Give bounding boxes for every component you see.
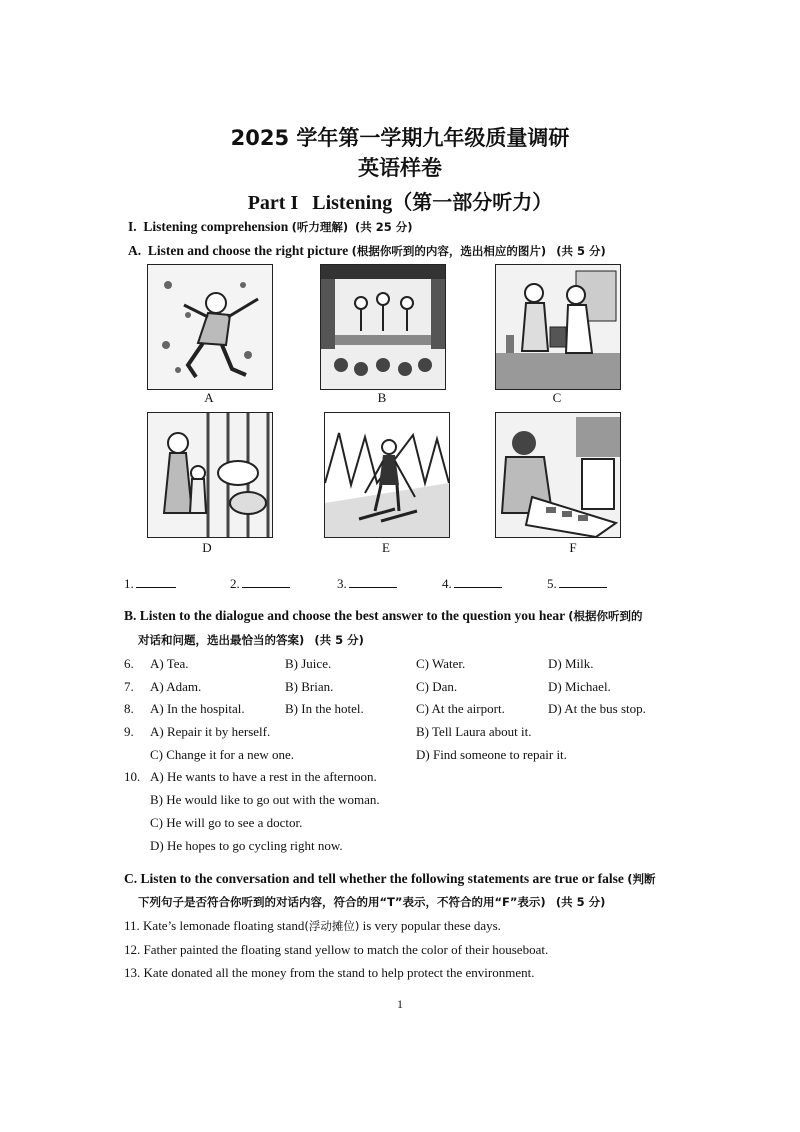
section-B-cn2: 对话和问题，选出最恰当的答案) [138, 633, 305, 647]
section-B-points: (共 5 分) [314, 633, 364, 647]
section-C-label: C. [124, 871, 138, 886]
section-B-text: Listen to the dialogue and choose the best answer to the question you hear [139, 608, 565, 623]
question-number: 10. [124, 769, 141, 784]
section-C-cn2: 下列句子是否符合你听到的对话内容，符合的用“T”表示，不符合的用“F”表示) [138, 895, 546, 909]
statement-cn-gloss: (浮动摊位) [304, 919, 360, 933]
section-C-heading-line2 [138, 894, 605, 910]
blank-number: 4. [442, 576, 452, 591]
section-A-label: A. [128, 243, 142, 258]
section-I-label: I. [128, 219, 137, 234]
statement-text: Kate donated all the money from the stand to help protect the environment. [143, 965, 535, 980]
section-B-label: B. [124, 608, 137, 623]
drawing-comics-picture [495, 412, 621, 538]
picture-label-E: E [382, 540, 390, 555]
part-name: Listening（第一部分听力） [312, 192, 553, 214]
option-d[interactable]: D) Michael. [548, 679, 611, 694]
exam-subtitle: 英语样卷 [358, 156, 442, 180]
section-A-heading [128, 243, 606, 259]
option-c[interactable]: C) Change it for a new one. [150, 747, 295, 762]
farm-cows-picture [147, 412, 273, 538]
section-I-heading [128, 219, 412, 235]
section-C-text: Listen to the conversation and tell whether the following statements are true or false [140, 871, 624, 886]
option-a[interactable]: A) Adam. [150, 679, 202, 694]
picture-label-B: B [377, 390, 387, 405]
option-c[interactable]: C) Water. [416, 656, 466, 671]
picture-label-A: A [204, 390, 214, 405]
picture-label-C: C [552, 390, 562, 405]
blank-number: 1. [124, 576, 134, 591]
section-C-heading [124, 871, 655, 887]
option-b[interactable]: B) He would like to go out with the woman. [150, 792, 380, 807]
section-I-text: Listening comprehension [143, 219, 289, 234]
option-c[interactable]: C) Dan. [416, 679, 458, 694]
option-c[interactable]: C) He will go to see a doctor. [150, 815, 303, 830]
option-a[interactable]: A) He wants to have a rest in the afternoon. [150, 769, 377, 784]
section-B-cn1: (根据你听到的 [568, 609, 643, 623]
section-A-text: Listen and choose the right picture [147, 243, 349, 258]
question-number: 6. [124, 656, 134, 671]
statement-11 [124, 918, 501, 934]
picture-label-F: F [569, 540, 577, 555]
section-B-heading [124, 608, 643, 624]
question-number: 7. [124, 679, 134, 694]
option-c[interactable]: C) At the airport. [416, 701, 505, 716]
section-C-cn1: (判断 [627, 872, 656, 886]
option-b[interactable]: B) Tell Laura about it. [416, 724, 532, 739]
statement-number: 12. [124, 942, 141, 957]
option-d[interactable]: D) At the bus stop. [548, 701, 646, 716]
statement-13 [124, 965, 534, 981]
blank-number: 3. [337, 576, 347, 591]
blank-number: 2. [230, 576, 240, 591]
statement-text: Father painted the floating stand yellow to match the color of their houseboat. [143, 942, 549, 957]
section-I-points: (共 25 分) [354, 220, 413, 234]
section-I-cn: (听力理解) [291, 220, 349, 234]
answer-blank-4[interactable] [442, 575, 502, 592]
rock-climbing-picture [147, 264, 273, 390]
science-lab-robot-picture [495, 264, 621, 390]
page-number: 1 [397, 997, 403, 1011]
section-A-points: (共 5 分) [556, 244, 606, 258]
question-number: 8. [124, 701, 134, 716]
option-d[interactable]: D) Milk. [548, 656, 594, 671]
statement-text: Kate’s lemonade floating stand [143, 918, 305, 933]
answer-blank-2[interactable] [230, 575, 290, 592]
exam-title: 2025 学年第一学期九年级质量调研 [230, 126, 570, 150]
option-a[interactable]: A) Tea. [150, 656, 189, 671]
section-A-cn: (根据你听到的内容，选出相应的图片) [351, 244, 547, 258]
answer-blank-5[interactable] [547, 575, 607, 592]
part-label: Part I [247, 192, 299, 214]
option-b[interactable]: B) Brian. [285, 679, 334, 694]
skiing-picture [324, 412, 450, 538]
stage-performance-picture [320, 264, 446, 390]
statement-12 [124, 942, 548, 958]
option-b[interactable]: B) Juice. [285, 656, 332, 671]
answer-blank-1[interactable] [124, 575, 176, 592]
statement-number: 11. [124, 918, 140, 933]
option-b[interactable]: B) In the hotel. [285, 701, 364, 716]
option-d[interactable]: D) Find someone to repair it. [416, 747, 567, 762]
statement-number: 13. [124, 965, 141, 980]
option-d[interactable]: D) He hopes to go cycling right now. [150, 838, 343, 853]
section-B-heading-line2 [138, 632, 364, 648]
answer-blank-3[interactable] [337, 575, 397, 592]
option-a[interactable]: A) In the hospital. [150, 701, 245, 716]
blank-number: 5. [547, 576, 557, 591]
question-number: 9. [124, 724, 134, 739]
option-a[interactable]: A) Repair it by herself. [150, 724, 271, 739]
part-heading [0, 186, 800, 215]
statement-text-end: is very popular these days. [359, 918, 501, 933]
picture-label-D: D [202, 540, 212, 555]
section-C-points: (共 5 分) [555, 895, 606, 909]
